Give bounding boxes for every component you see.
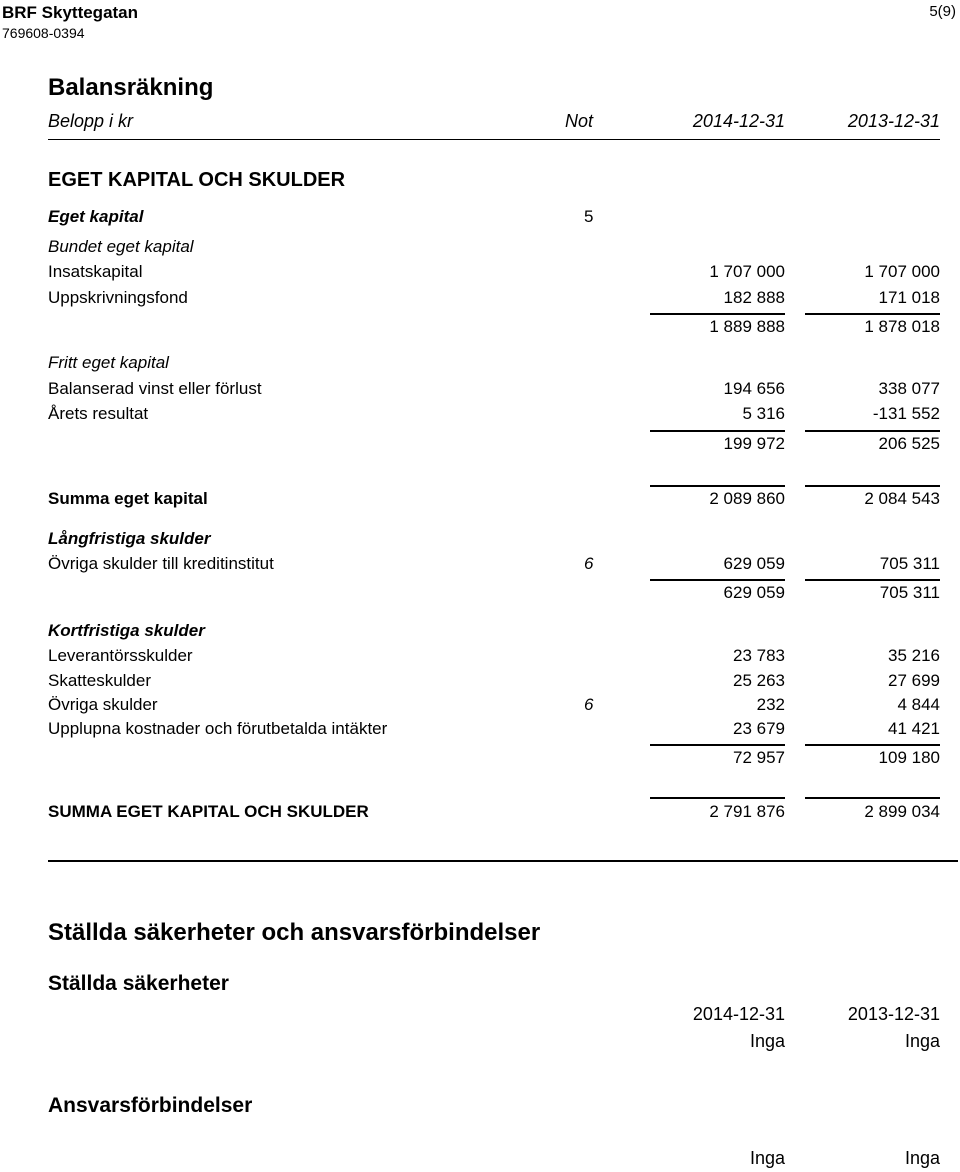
page-number: 5(9)	[929, 3, 956, 20]
heading-bundet-eget-kapital: Bundet eget kapital	[48, 237, 194, 256]
grand-total-rule	[650, 797, 785, 799]
row-value-2013: 35 216	[888, 646, 940, 665]
subtotal-rule	[650, 579, 785, 581]
grand-total-value-2013: 2 899 034	[864, 802, 940, 821]
pledged-year1-header: 2014-12-31	[692, 1004, 785, 1024]
row-label: Övriga skulder	[48, 695, 158, 714]
row-value-2014: 1 707 000	[709, 262, 785, 281]
page-title: Balansräkning	[48, 74, 214, 101]
note-ref: 6	[584, 695, 594, 714]
row-label: Årets resultat	[48, 404, 149, 423]
summa-eget-kapital-label: Summa eget kapital	[48, 489, 208, 508]
note-ref: 6	[584, 554, 594, 573]
pledged-value-2013: Inga	[904, 1031, 940, 1051]
subtotal-value-2014: 1 889 888	[709, 317, 785, 336]
row-value-2014: 25 263	[733, 671, 785, 690]
subtotal-rule	[650, 313, 785, 315]
heading-langfristiga-skulder: Långfristiga skulder	[48, 529, 211, 548]
note-column-header: Not	[565, 111, 594, 131]
pledged-value-2014: Inga	[749, 1031, 785, 1051]
subtotal-rule	[805, 744, 940, 746]
heading-eget-kapital: Eget kapital	[48, 207, 144, 226]
row-label: Insatskapital	[48, 262, 143, 281]
row-value-2013: 27 699	[888, 671, 940, 690]
total-rule	[650, 485, 785, 487]
subtotal-value-2014: 72 957	[733, 748, 785, 767]
section-divider	[48, 860, 958, 862]
grand-total-value-2014: 2 791 876	[709, 802, 785, 821]
row-value-2013: -131 552	[872, 404, 940, 423]
row-label: Upplupna kostnader och förutbetalda intäkter	[48, 719, 388, 738]
row-label: Skatteskulder	[48, 671, 151, 690]
row-label: Uppskrivningsfond	[48, 288, 188, 307]
year2-column-header: 2013-12-31	[847, 111, 940, 131]
row-value-2014: 182 888	[723, 288, 785, 307]
heading-ansvarsforbindelser: Ansvarsförbindelser	[48, 1094, 253, 1117]
subtotal-value-2014: 629 059	[723, 583, 785, 602]
amount-unit-label: Belopp i kr	[48, 111, 134, 131]
row-label: Leverantörsskulder	[48, 646, 193, 665]
contingent-value-2013: Inga	[904, 1148, 940, 1168]
year1-column-header: 2014-12-31	[692, 111, 785, 131]
pledged-year2-header: 2013-12-31	[847, 1004, 940, 1024]
heading-kortfristiga-skulder: Kortfristiga skulder	[48, 621, 205, 640]
row-label: Övriga skulder till kreditinstitut	[48, 554, 274, 573]
subtotal-value-2013: 206 525	[878, 434, 940, 453]
row-value-2013: 705 311	[879, 554, 940, 573]
grand-total-rule	[805, 797, 940, 799]
subtotal-rule	[805, 313, 940, 315]
column-header-rule	[48, 139, 940, 140]
subtotal-value-2014: 199 972	[723, 434, 785, 453]
heading-stallda-sakerheter: Ställda säkerheter	[48, 972, 229, 995]
row-value-2013: 1 707 000	[864, 262, 940, 281]
row-value-2013: 4 844	[897, 695, 940, 714]
contingent-value-2014: Inga	[749, 1148, 785, 1168]
subtotal-rule	[805, 579, 940, 581]
heading-fritt-eget-kapital: Fritt eget kapital	[48, 353, 169, 372]
subtotal-rule	[805, 430, 940, 432]
subtotal-rule	[650, 744, 785, 746]
subtotal-value-2013: 109 180	[878, 748, 940, 767]
subtotal-value-2013: 705 311	[879, 583, 940, 602]
row-value-2014: 629 059	[723, 554, 785, 573]
row-value-2013: 338 077	[878, 379, 940, 398]
row-value-2014: 194 656	[723, 379, 785, 398]
subtotal-rule	[650, 430, 785, 432]
section-heading-equity-liabilities: EGET KAPITAL OCH SKULDER	[48, 169, 346, 191]
grand-total-label: SUMMA EGET KAPITAL OCH SKULDER	[48, 802, 369, 821]
row-value-2014: 23 679	[733, 719, 785, 738]
row-value-2014: 23 783	[733, 646, 785, 665]
row-value-2013: 171 018	[878, 288, 940, 307]
total-value-2013: 2 084 543	[864, 489, 940, 508]
total-value-2014: 2 089 860	[709, 489, 785, 508]
organization-number: 769608-0394	[2, 25, 85, 41]
pledged-assets-title: Ställda säkerheter och ansvarsförbindelser	[48, 919, 541, 946]
row-value-2014: 232	[756, 695, 785, 714]
row-value-2013: 41 421	[888, 719, 940, 738]
organization-name: BRF Skyttegatan	[2, 3, 139, 22]
total-rule	[805, 485, 940, 487]
subtotal-value-2013: 1 878 018	[864, 317, 940, 336]
note-ref: 5	[584, 207, 594, 226]
row-value-2014: 5 316	[742, 404, 785, 423]
row-label: Balanserad vinst eller förlust	[48, 379, 262, 398]
